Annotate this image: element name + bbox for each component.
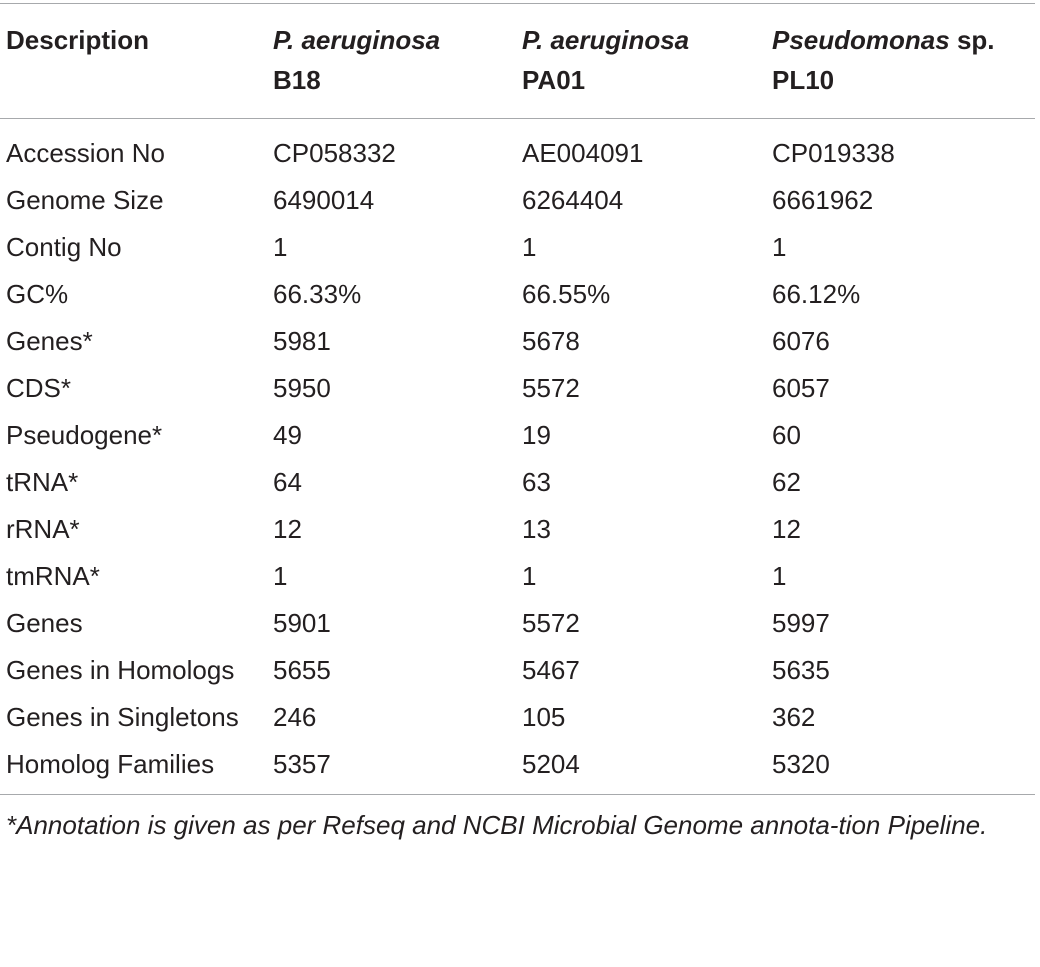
- cell-pl10: 1: [772, 232, 787, 262]
- table-row: [0, 365, 1035, 412]
- cell-b18: 246: [273, 702, 317, 732]
- table-row: [0, 224, 1035, 271]
- cell-pa01: 19: [522, 420, 551, 450]
- cell-pl10: 66.12%: [772, 279, 861, 309]
- cell-pl10: 6076: [772, 326, 830, 356]
- cell-pa01: 105: [522, 702, 566, 732]
- table-row: [0, 271, 1035, 318]
- cell-pa01: 5572: [522, 373, 580, 403]
- cell-pa01: 5204: [522, 749, 580, 779]
- cell-description: rRNA*: [6, 514, 80, 544]
- cell-pl10: 5320: [772, 749, 830, 779]
- cell-b18: 66.33%: [273, 279, 362, 309]
- cell-b18: 1: [273, 232, 288, 262]
- cell-pl10: 6057: [772, 373, 830, 403]
- cell-description: tRNA*: [6, 467, 79, 497]
- cell-pa01: 13: [522, 514, 551, 544]
- cell-b18: CP058332: [273, 138, 396, 168]
- header-row: [0, 4, 1035, 118]
- cell-description: Contig No: [6, 232, 122, 262]
- header-pl10-genus: Pseudomonas: [772, 25, 950, 55]
- cell-description: GC%: [6, 279, 69, 309]
- header-pa01-strain: PA01: [522, 65, 586, 95]
- genome-comparison-body-table: [0, 119, 1035, 794]
- table-row: [0, 600, 1035, 647]
- cell-b18: 5901: [273, 608, 331, 638]
- table-row: [0, 177, 1035, 224]
- cell-pl10: 362: [772, 702, 816, 732]
- cell-description: Homolog Families: [6, 749, 215, 779]
- header-pl10-strain: PL10: [772, 65, 835, 95]
- header-description: Description: [6, 25, 150, 55]
- header-pl10: [772, 4, 1035, 118]
- cell-description: Genes: [6, 608, 83, 638]
- table-footnote: *Annotation is given as per Refseq and NCBI Microbial Genome annota-tion Pipeline.: [6, 810, 988, 840]
- table-row: [0, 647, 1035, 694]
- cell-pa01: 1: [522, 232, 537, 262]
- header-pa01-species: P. aeruginosa: [522, 25, 690, 55]
- header-pl10-sp: sp.: [949, 25, 995, 55]
- cell-pa01: 5572: [522, 608, 580, 638]
- cell-b18: 6490014: [273, 185, 375, 215]
- cell-b18: 12: [273, 514, 302, 544]
- table-row: [0, 694, 1035, 741]
- table-row: [0, 553, 1035, 600]
- cell-b18: 5655: [273, 655, 331, 685]
- cell-description: Genes in Homologs: [6, 655, 235, 685]
- cell-b18: 5981: [273, 326, 331, 356]
- cell-description: Genome Size: [6, 185, 164, 215]
- table-header: [0, 4, 1035, 118]
- cell-b18: 5950: [273, 373, 331, 403]
- cell-b18: 1: [273, 561, 288, 591]
- cell-pl10: 60: [772, 420, 801, 450]
- cell-description: tmRNA*: [6, 561, 100, 591]
- header-b18-species: P. aeruginosa: [273, 25, 441, 55]
- cell-pa01: AE004091: [522, 138, 644, 168]
- cell-pa01: 6264404: [522, 185, 624, 215]
- table-row: [0, 459, 1035, 506]
- cell-description: Genes*: [6, 326, 93, 356]
- header-b18-strain: B18: [273, 65, 321, 95]
- cell-pa01: 63: [522, 467, 551, 497]
- header-pa01: [522, 4, 772, 118]
- cell-pl10: 5635: [772, 655, 830, 685]
- cell-description: Genes in Singletons: [6, 702, 239, 732]
- table-row: [0, 318, 1035, 365]
- table-row: [0, 741, 1035, 795]
- table-body: [0, 119, 1035, 794]
- cell-pl10: 12: [772, 514, 801, 544]
- cell-pl10: 5997: [772, 608, 830, 638]
- table-row: [0, 412, 1035, 459]
- cell-description: CDS*: [6, 373, 72, 403]
- genome-comparison-table: [0, 4, 1035, 118]
- cell-pl10: 62: [772, 467, 801, 497]
- cell-description: Pseudogene*: [6, 420, 163, 450]
- cell-pa01: 66.55%: [522, 279, 611, 309]
- cell-b18: 64: [273, 467, 302, 497]
- header-b18: [273, 4, 522, 118]
- cell-b18: 49: [273, 420, 302, 450]
- cell-description: Accession No: [6, 138, 165, 168]
- cell-pl10: 1: [772, 561, 787, 591]
- cell-pl10: 6661962: [772, 185, 874, 215]
- cell-pa01: 5467: [522, 655, 580, 685]
- cell-pa01: 5678: [522, 326, 580, 356]
- table-row: [0, 119, 1035, 177]
- header-pl10-species: [772, 20, 1035, 60]
- cell-pl10: CP019338: [772, 138, 895, 168]
- table-row: [0, 506, 1035, 553]
- cell-pa01: 1: [522, 561, 537, 591]
- cell-b18: 5357: [273, 749, 331, 779]
